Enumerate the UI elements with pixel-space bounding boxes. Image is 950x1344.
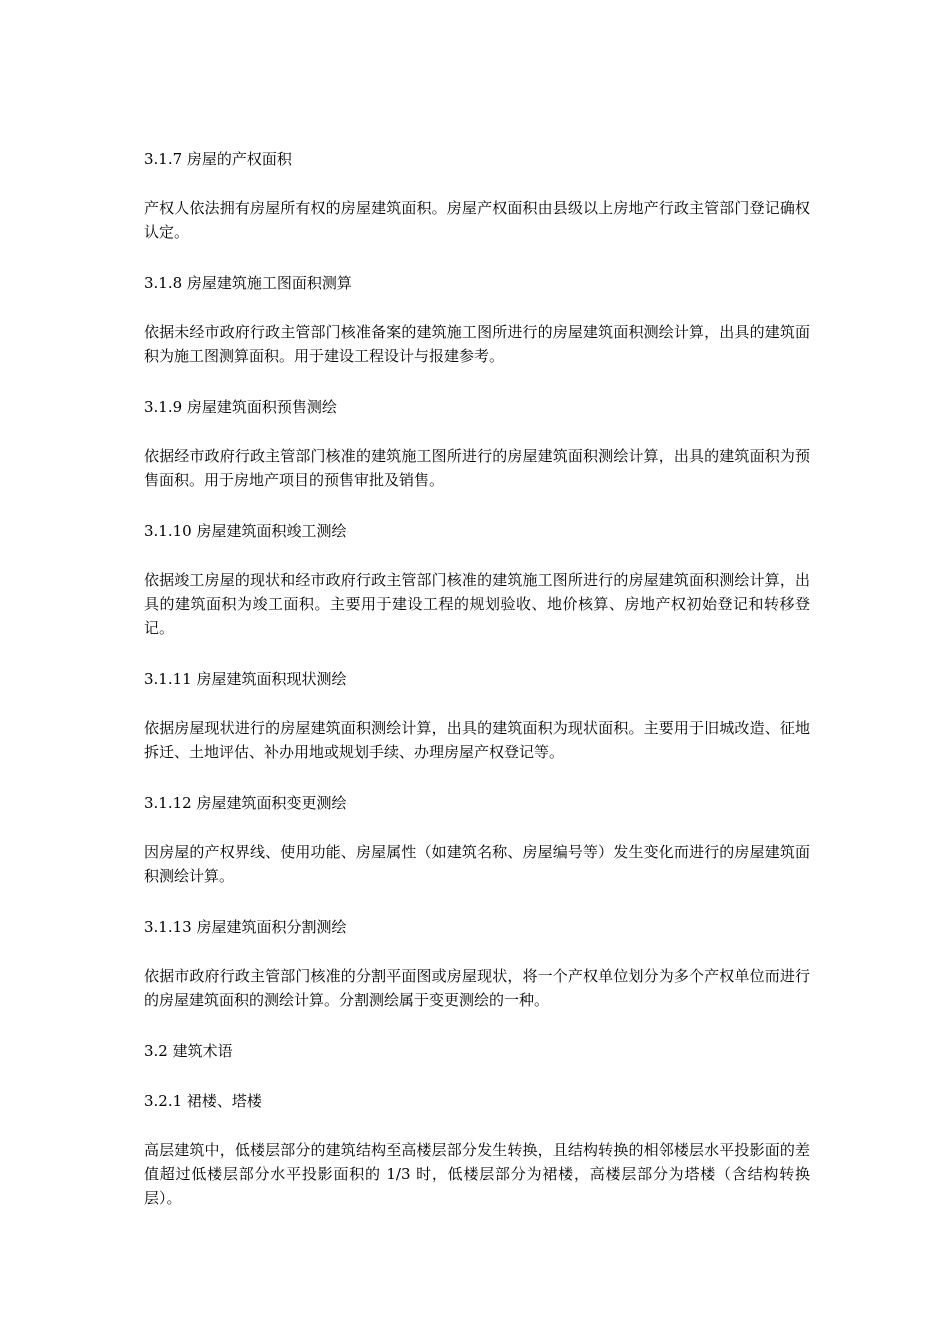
section-heading-3-1-8: 3.1.8 房屋建筑施工图面积测算 (144, 274, 352, 292)
section-text-3-2-1: 高层建筑中，低楼层部分的建筑结构至高楼层部分发生转换，且结构转换的相邻楼层水平投影面的差值超过低楼层部分水平投影面积的 1/3 时，低楼层部分为裙楼，高楼层部分为塔楼（含结构转换层）。 (144, 1141, 810, 1207)
section-heading-3-2-1: 3.2.1 裙楼、塔楼 (144, 1092, 262, 1110)
section-text-3-1-7: 产权人依法拥有房屋所有权的房屋建筑面积。房屋产权面积由县级以上房地产行政主管部门登记确权认定。 (144, 199, 810, 241)
section-text-3-1-10: 依据竣工房屋的现状和经市政府行政主管部门核准的建筑施工图所进行的房屋建筑面积测绘计算，出具的建筑面积为竣工面积。主要用于建设工程的规划验收、地价核算、房地产权初始登记和转移登记。 (144, 571, 810, 637)
section-heading-3-1-12: 3.1.12 房屋建筑面积变更测绘 (144, 794, 347, 812)
section-text-3-1-11: 依据房屋现状进行的房屋建筑面积测绘计算，出具的建筑面积为现状面积。主要用于旧城改造、征地拆迁、土地评估、补办用地或规划手续、办理房屋产权登记等。 (144, 719, 810, 761)
section-text-3-1-8: 依据未经市政府行政主管部门核准备案的建筑施工图所进行的房屋建筑面积测绘计算，出具的建筑面积为施工图测算面积。用于建设工程设计与报建参考。 (144, 323, 810, 365)
section-heading-3-1-13: 3.1.13 房屋建筑面积分割测绘 (144, 918, 347, 936)
section-heading-3-2: 3.2 建筑术语 (144, 1042, 233, 1060)
section-heading-3-1-7: 3.1.7 房屋的产权面积 (144, 150, 292, 168)
section-heading-3-1-11: 3.1.11 房屋建筑面积现状测绘 (144, 670, 347, 688)
section-text-3-1-12: 因房屋的产权界线、使用功能、房屋属性（如建筑名称、房屋编号等）发生变化而进行的房屋建筑面积测绘计算。 (144, 843, 810, 885)
section-heading-3-1-9: 3.1.9 房屋建筑面积预售测绘 (144, 398, 337, 416)
document-body (144, 146, 810, 1236)
section-text-3-1-13: 依据市政府行政主管部门核准的分割平面图或房屋现状，将一个产权单位划分为多个产权单位而进行的房屋建筑面积的测绘计算。分割测绘属于变更测绘的一种。 (144, 967, 810, 1009)
section-heading-3-1-10: 3.1.10 房屋建筑面积竣工测绘 (144, 522, 347, 540)
section-text-3-1-9: 依据经市政府行政主管部门核准的建筑施工图所进行的房屋建筑面积测绘计算，出具的建筑面积为预售面积。用于房地产项目的预售审批及销售。 (144, 447, 810, 489)
